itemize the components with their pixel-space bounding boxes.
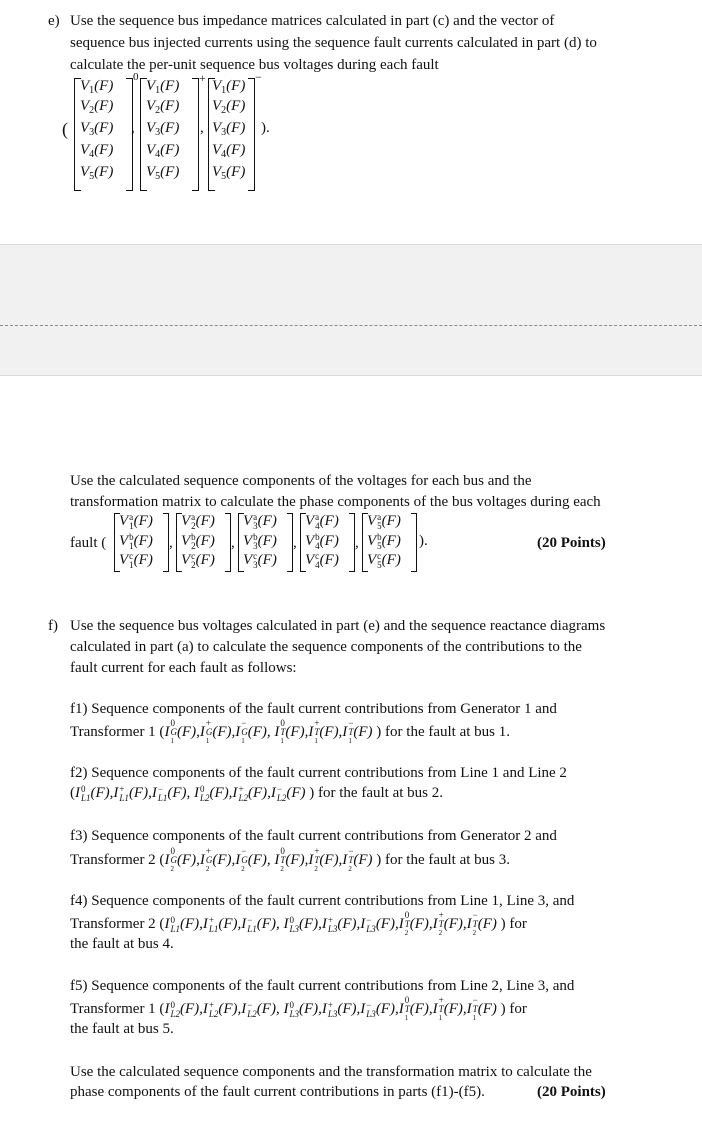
part-e-line-3: calculate the per-unit sequence bus voltages during each fault [70,57,439,73]
f3-line-2: Transformer 2 (I 0 G 2 (F),I + G 2 (F),I − G 2 (F), I 0 T 2 (F),I + T 2 (F),I − T 2 (F) ) for the fault at bus 3. [70,846,511,873]
part-e-label: e) [48,13,60,29]
open-paren: ( [62,119,68,139]
f3-line-1: f3) Sequence components of the fault current contributions from Generator 2 and [70,828,557,844]
f4-line-3: the fault at bus 4. [70,936,174,952]
dashed-separator [0,325,702,326]
f2-line-2: (I 0 L1 (F),I + L1 (F),I − L1 (F), I 0 L2 (F),I + L2 (F),I − L2 (F) ) for the fault at bus 2. [70,783,443,803]
f5-line-1: f5) Sequence components of the fault current contributions from Line 2, Line 3, and [70,978,575,994]
vector-close: ). [261,120,270,136]
part-e-line-2: sequence bus injected currents using the sequence fault currents calculated in part (d) to [70,35,597,51]
fault-label: fault ( [70,535,107,551]
f2-line-1: f2) Sequence components of the fault current contributions from Line 1 and Line 2 [70,765,567,781]
sequence-voltage-vectors: ( $V_1(F)$ $V_2(F)$ $V_3(F)$ $V_4(F)$ $V_5(F)$ 0 , $V_1(F)$ $V_2(F)$ $V_3(F)$ $V_4(F)$ $V_5(F)$ + , $V_1(F)$ $V_2(F)$ $V_3(F)$ $V_4(F)$ $V_5(F)$ − ). [62,75,292,195]
zero-sequence-superscript: 0 [133,71,139,83]
phase-voltage-vectors: V a 1 (F) V b 1 (F) V c 1 (F) , V a 2 (F) V b 2 (F) V c 2 (F) , V a 3 (F) V b 3 (F) V c 3 (F) , V a 4 (F) V b 4 (F) V c 4 (F) , V a 5 (F) V b 5 (F) V c 5 (F) ). [114,511,434,573]
negative-sequence-superscript: − [255,70,262,84]
phase-close: ). [419,533,428,549]
page-separator [0,244,702,376]
part-f-line-1: Use the sequence bus voltages calculated in part (e) and the sequence reactance diagrams [70,618,606,634]
closing-line-2: phase components of the fault current contributions in parts (f1)-(f5). [70,1084,485,1100]
f5-line-3: the fault at bus 5. [70,1021,174,1037]
phase-line-2: transformation matrix to calculate the phase components of the bus voltages during each [70,494,601,510]
part-f-line-3: fault current for each fault as follows: [70,660,297,676]
part-e-points: (20 Points) [537,535,606,551]
part-f-label: f) [48,618,58,634]
phase-line-1: Use the calculated sequence components of the voltages for each bus and the [70,473,532,489]
f1-line-1: f1) Sequence components of the fault current contributions from Generator 1 and [70,701,557,717]
f4-line-2: Transformer 2 (I 0 L1 (F),I + L1 (F),I − L1 (F), I 0 L3 (F),I + L3 (F),I − L3 (F),I 0 T 2 (F),I + T 2 (F),I − T 2 (F) ) for [70,910,527,937]
f5-line-2: Transformer 1 (I 0 L2 (F),I + L2 (F),I − L2 (F), I 0 L3 (F),I + L3 (F),I − L3 (F),I 0 T 1 (F),I + T 1 (F),I − T 1 (F) ) for [70,995,527,1022]
positive-sequence-superscript: + [199,71,206,85]
f4-line-1: f4) Sequence components of the fault current contributions from Line 1, Line 3, and [70,893,575,909]
part-f-line-2: calculated in part (a) to calculate the sequence components of the contributions to the [70,639,582,655]
part-f-points: (20 Points) [537,1084,606,1100]
part-e-line-1: Use the sequence bus impedance matrices calculated in part (c) and the vector of [70,13,555,29]
f1-line-2: Transformer 1 (I 0 G 1 (F),I + G 1 (F),I − G 1 (F), I 0 T 1 (F),I + T 1 (F),I − T 1 (F) ) for the fault at bus 1. [70,718,511,745]
closing-line-1: Use the calculated sequence components and the transformation matrix to calculate the [70,1064,592,1080]
